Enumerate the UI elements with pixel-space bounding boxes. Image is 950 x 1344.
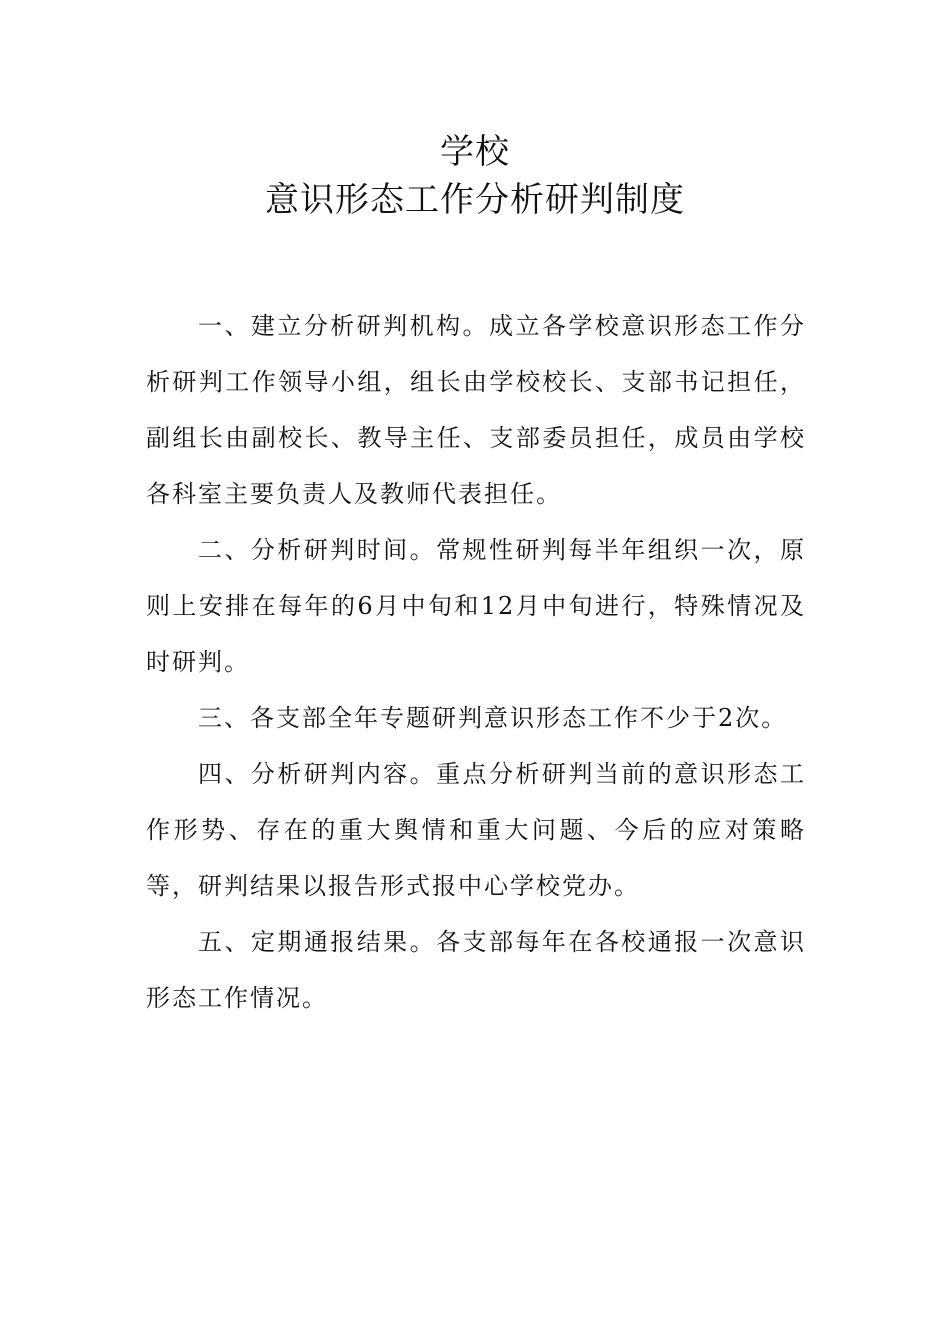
document-title-line-1: 学校	[440, 132, 510, 172]
paragraph-3: 三、各支部全年专题研判意识形态工作不少于2次。	[198, 704, 788, 732]
paragraph-2: 二、分析研判时间。常规性研判每半年组织一次，原则上安排在每年的6月中旬和12月中旬进行，特殊情况及时研判。	[146, 536, 806, 676]
document-title-line-2: 意识形态工作分析研判制度	[265, 180, 685, 220]
document-body	[146, 298, 806, 1026]
paragraph-4: 四、分析研判内容。重点分析研判当前的意识形态工作形势、存在的重大舆情和重大问题、今后的应对策略等，研判结果以报告形式报中心学校党办。	[146, 760, 806, 900]
paragraph-5: 五、定期通报结果。各支部每年在各校通报一次意识形态工作情况。	[146, 928, 806, 1012]
paragraph-1: 一、建立分析研判机构。成立各学校意识形态工作分析研判工作领导小组，组长由学校校长、支部书记担任，副组长由副校长、教导主任、支部委员担任，成员由学校各科室主要负责人及教师代表担任。	[146, 312, 806, 508]
